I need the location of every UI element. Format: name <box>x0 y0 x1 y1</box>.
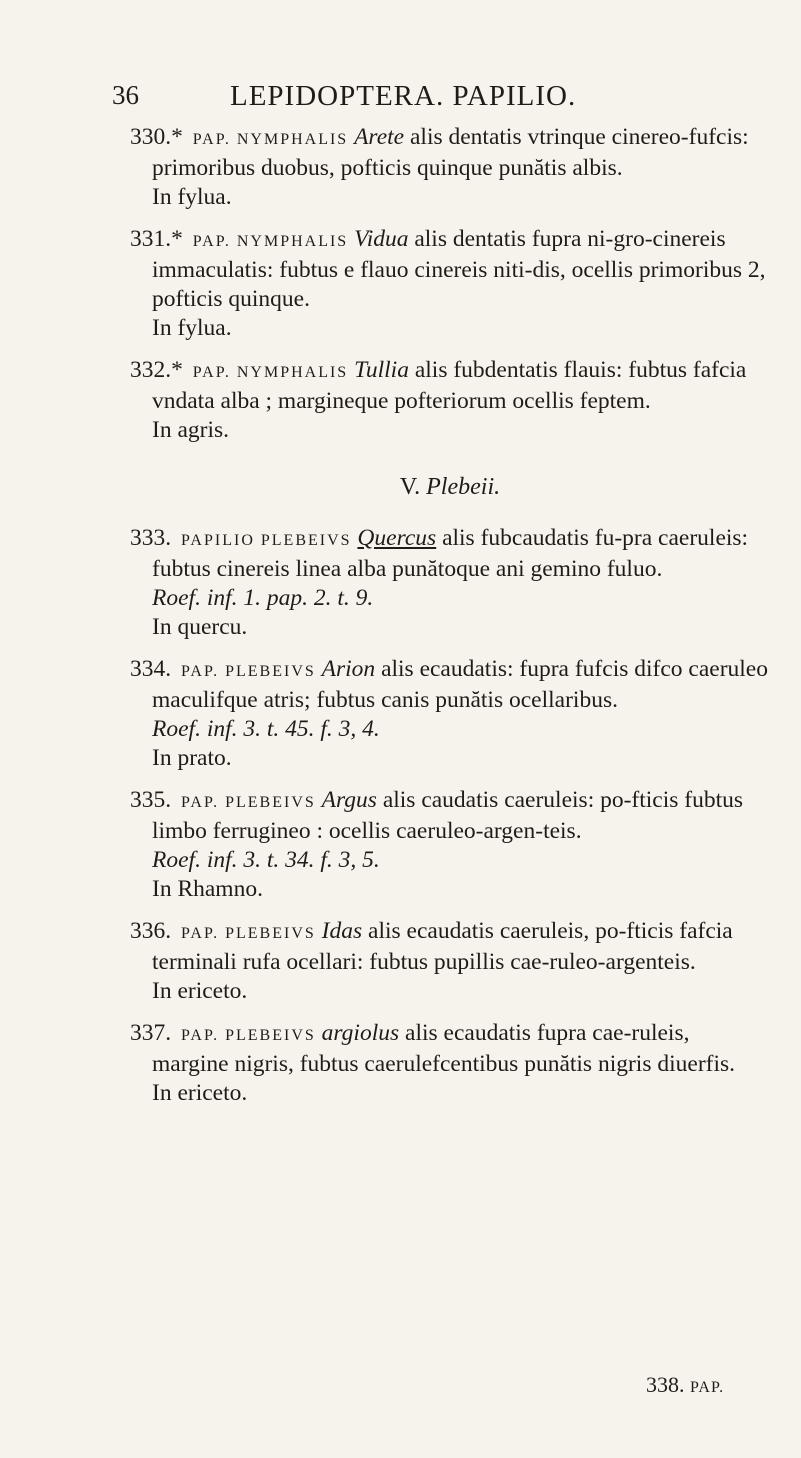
literature-reference: Roef. inf. 1. pap. 2. t. 9. <box>152 585 374 611</box>
habitat: In prato. <box>152 745 232 771</box>
genus-label: PAP. PLEBEIVS <box>181 925 316 942</box>
species-description: alis ecaudatis: fupra fufcis difco caeruleo maculifque atris; fubtus canis punătis ocellaribus. <box>152 656 768 713</box>
entry-description <box>130 225 770 314</box>
entry-335 <box>130 786 770 904</box>
species-name: Quercus <box>357 525 437 551</box>
genus-label: PAP. NYMPHALIS <box>192 131 349 148</box>
entry-description <box>130 655 770 715</box>
section-heading <box>130 473 770 502</box>
species-name: Argus <box>321 787 377 813</box>
species-description: alis caudatis caeruleis: po-fticis fubtus limbo ferrugineo : ocellis caeruleo-argen-teis. <box>152 787 744 844</box>
catchword <box>646 1372 724 1398</box>
habitat: In Rhamno. <box>152 876 263 902</box>
entry-number: 334. <box>130 656 172 682</box>
habitat: In fylua. <box>152 315 232 341</box>
species-name: argiolus <box>321 1020 400 1046</box>
entry-description <box>130 524 770 584</box>
entry-number: 337. <box>130 1020 172 1046</box>
catchword-number: 338. <box>646 1372 685 1397</box>
habitat: In ericeto. <box>152 978 248 1004</box>
entry-337 <box>130 1019 770 1108</box>
entry-334 <box>130 655 770 773</box>
species-name: Idas <box>321 918 363 944</box>
entry-number: 330.* <box>130 124 183 150</box>
entry-description <box>130 917 770 977</box>
entry-description <box>130 123 770 183</box>
species-name: Arion <box>321 656 376 682</box>
genus-label: PAP. PLEBEIVS <box>181 1027 316 1044</box>
literature-reference: Roef. inf. 3. t. 34. f. 3, 5. <box>152 847 380 873</box>
habitat: In quercu. <box>152 614 248 640</box>
page-header <box>112 80 752 120</box>
entry-332 <box>130 356 770 445</box>
literature-reference: Roef. inf. 3. t. 45. f. 3, 4. <box>152 716 380 742</box>
genus-label: PAP. NYMPHALIS <box>192 364 349 381</box>
genus-label: PAP. NYMPHALIS <box>192 233 349 250</box>
species-name: Vidua <box>354 226 409 252</box>
entry-330 <box>130 123 770 212</box>
habitat: In agris. <box>152 417 230 443</box>
entry-description <box>130 1019 770 1079</box>
entry-number: 335. <box>130 787 172 813</box>
genus-label: PAP. PLEBEIVS <box>181 663 316 680</box>
species-description: alis ecaudatis caeruleis, po-fticis fafcia terminali rufa ocellari: fubtus pupillis cae-ruleo-argenteis. <box>152 918 733 975</box>
species-name: Tullia <box>354 357 409 383</box>
section-numeral: V. <box>399 474 421 500</box>
entry-description <box>130 356 770 416</box>
running-head: LEPIDOPTERA. PAPILIO. <box>230 80 577 112</box>
entry-number: 333. <box>130 525 172 551</box>
entry-336 <box>130 917 770 1006</box>
entry-number: 336. <box>130 918 172 944</box>
page-number: 36 <box>112 80 139 110</box>
species-description: alis ecaudatis fupra cae-ruleis, margine nigris, fubtus caerulefcentibus punătis nigris diuerfis. <box>152 1020 736 1077</box>
genus-label: PAP. PLEBEIVS <box>181 794 316 811</box>
catchword-text: PAP. <box>690 1379 725 1396</box>
species-description: alis fubcaudatis fu-pra caeruleis: fubtus cinereis linea alba punătoque ani gemino fuluo. <box>152 525 749 582</box>
habitat: In fylua. <box>152 184 232 210</box>
entry-number: 331.* <box>130 226 183 252</box>
species-description: alis fubdentatis flauis: fubtus fafcia vndata alba ; margineque pofteriorum ocellis feptem. <box>152 357 747 414</box>
habitat: In ericeto. <box>152 1080 248 1106</box>
entry-333 <box>130 524 770 642</box>
text-block <box>130 123 770 1121</box>
entry-description <box>130 786 770 846</box>
section-title: Plebeii. <box>426 474 501 500</box>
entry-331 <box>130 225 770 343</box>
species-description: alis dentatis vtrinque cinereo-fufcis: primoribus duobus, pofticis quinque punătis albis. <box>152 124 749 181</box>
entry-number: 332.* <box>130 357 183 383</box>
species-description: alis dentatis fupra ni-gro-cinereis immaculatis: fubtus e flauo cinereis niti-dis, ocellis primoribus 2, pofticis quinque. <box>152 226 766 312</box>
species-name: Arete <box>354 124 405 150</box>
genus-label: PAPILIO PLEBEIVS <box>181 532 352 549</box>
